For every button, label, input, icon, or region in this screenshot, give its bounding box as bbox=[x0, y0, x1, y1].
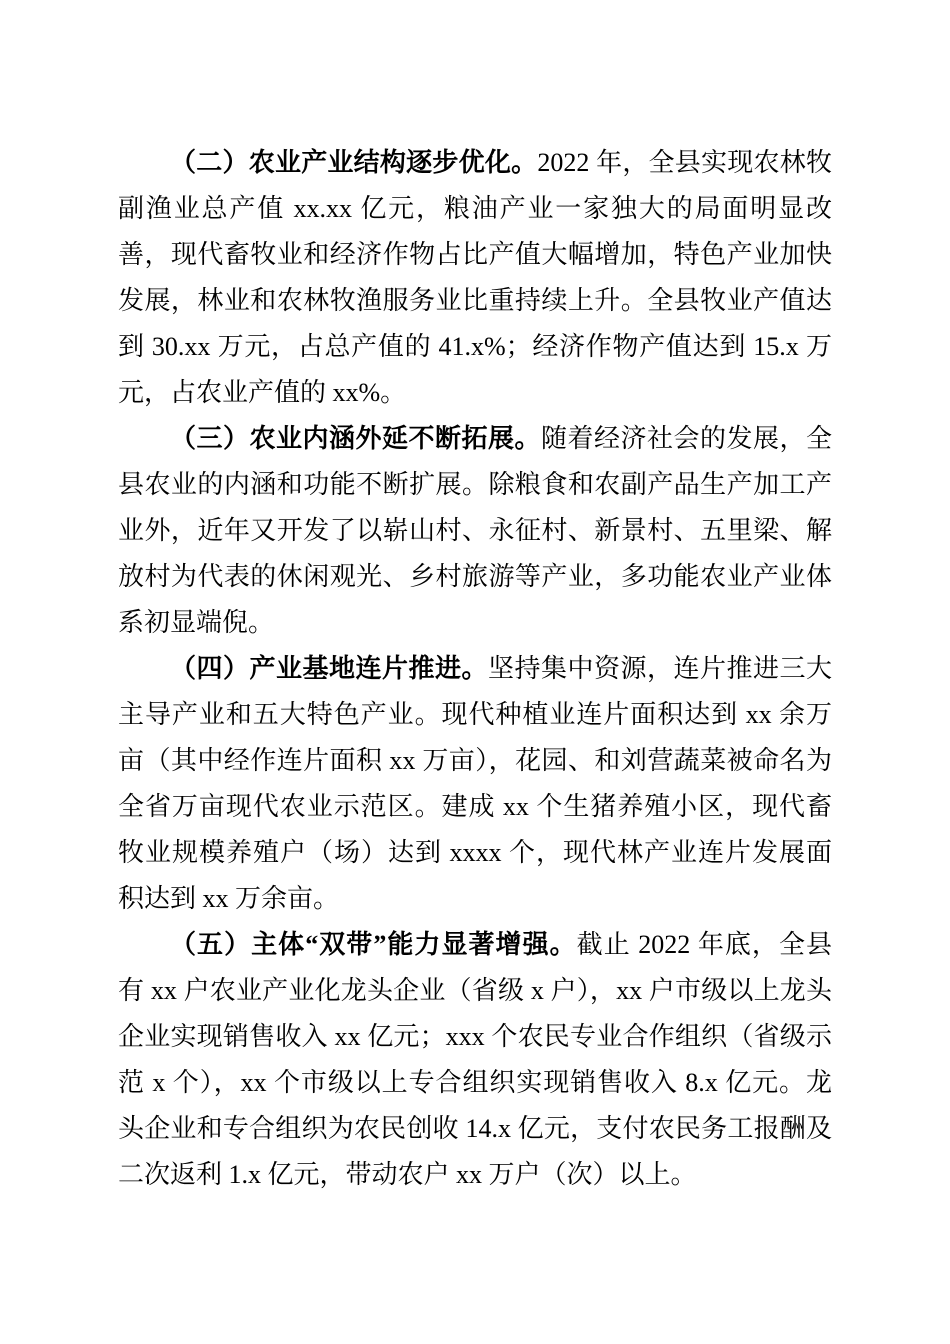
paragraph-section-2-body: 2022 年，全县实现农林牧副渔业总产值 xx.xx 亿元，粮油产业一家独大的局面明显改善，现代畜牧业和经济作物占比产值大幅增加，特色产业加快发展，林业和农林牧渔服务业比重持续上升。全县牧业产值达到 30.xx 万元，占总产值的 41.x%；经济作物产值达到 15.x 万元，占农业产值的 xx%。 bbox=[118, 148, 832, 407]
paragraph-section-4 bbox=[118, 646, 832, 922]
paragraph-section-2 bbox=[118, 140, 832, 416]
paragraph-section-4-heading: （四）产业基地连片推进。 bbox=[170, 654, 488, 683]
paragraph-section-5-body: 截止 2022 年底，全县有 xx 户农业产业化龙头企业（省级 x 户），xx 户市级以上龙头企业实现销售收入 xx 亿元；xxx 个农民专业合作组织（省级示范 x 个），xx 个市级以上专合组织实现销售收入 8.x 亿元。龙头企业和专合组织为农民创收 14.x 亿元，支付农民务工报酬及二次返利 1.x 亿元，带动农户 xx 万户（次）以上。 bbox=[118, 930, 832, 1189]
paragraph-section-4-body: 坚持集中资源，连片推进三大主导产业和五大特色产业。现代种植业连片面积达到 xx 余万亩（其中经作连片面积 xx 万亩），花园、和刘营蔬菜被命名为全省万亩现代农业示范区。建成 xx 个生猪养殖小区，现代畜牧业规模养殖户（场）达到 xxxx 个，现代林产业连片发展面积达到 xx 万余亩。 bbox=[118, 654, 832, 913]
paragraph-section-2-heading: （二）农业产业结构逐步优化。 bbox=[170, 148, 538, 177]
paragraph-section-5 bbox=[118, 922, 832, 1198]
paragraph-section-3-body: 随着经济社会的发展，全县农业的内涵和功能不断扩展。除粮食和农副产品生产加工产业外，近年又开发了以崭山村、永征村、新景村、五里梁、解放村为代表的休闲观光、乡村旅游等产业，多功能农业产业体系初显端倪。 bbox=[118, 424, 832, 637]
paragraph-section-3-heading: （三）农业内涵外延不断拓展。 bbox=[170, 424, 541, 453]
paragraph-section-5-heading: （五）主体“双带”能力显著增强。 bbox=[170, 930, 577, 959]
paragraph-section-3 bbox=[118, 416, 832, 646]
